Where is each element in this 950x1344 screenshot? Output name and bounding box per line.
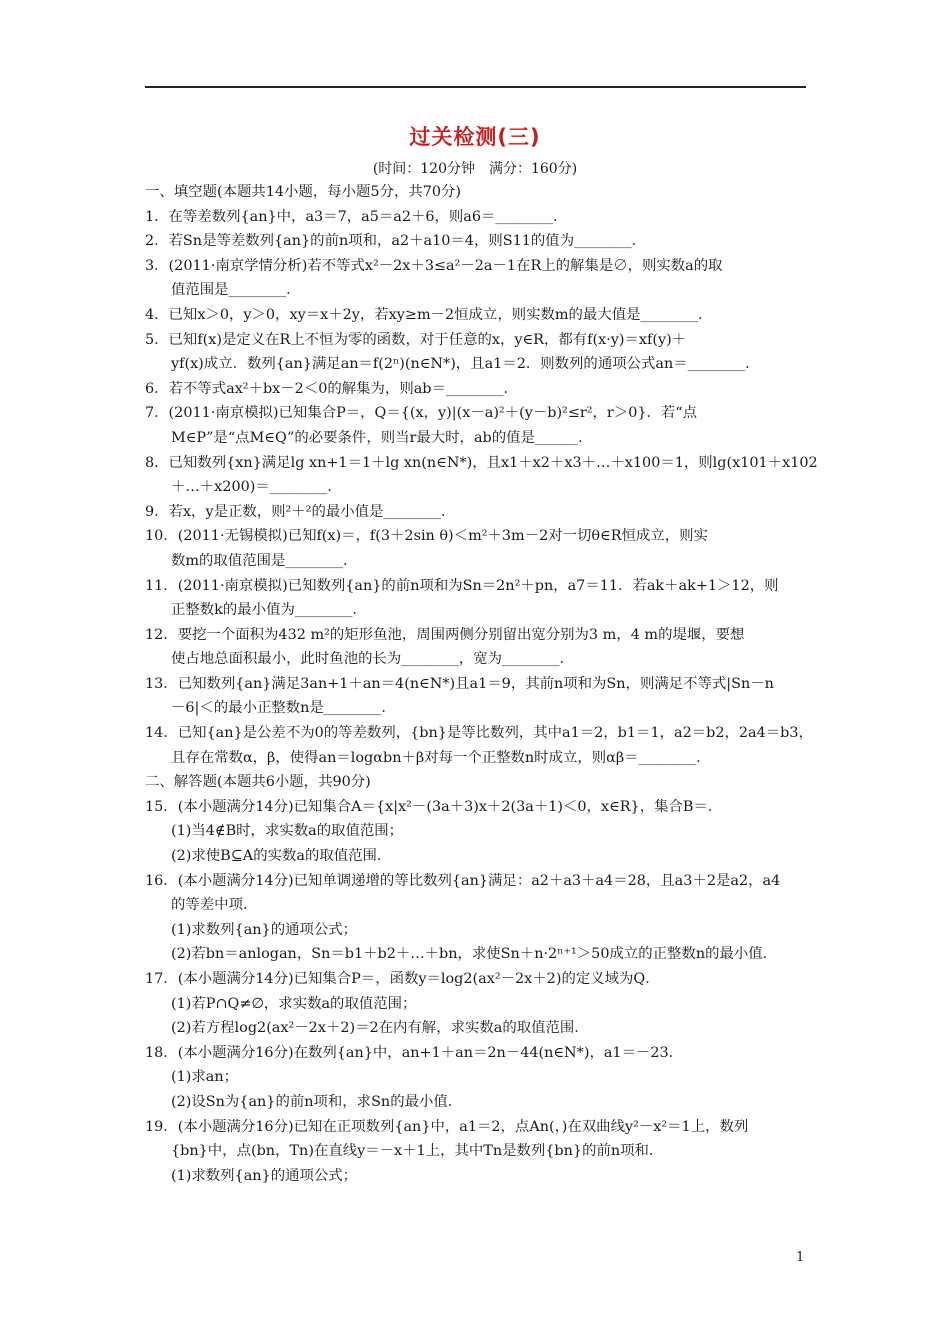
text-line: 5．已知f(x)是定义在R上不恒为零的函数，对于任意的x，y∈R，都有f(x·y)＝xf(y)＋ bbox=[145, 331, 687, 348]
text-line: 且存在常数α，β，使得an＝logαbn＋β对每一个正整数n时成立，则αβ＝________． bbox=[171, 749, 711, 766]
text-line: 4．已知x＞0，y＞0，xy＝x＋2y，若xy≥m－2恒成立，则实数m的最大值是________． bbox=[145, 306, 713, 323]
header-rule bbox=[145, 86, 806, 88]
text-line: 18．(本小题满分16分)在数列{an}中，an+1＋an＝2n－44(n∈N*)，a1＝－23． bbox=[145, 1044, 684, 1061]
text-line: 使占地总面积最小，此时鱼池的长为________，宽为________． bbox=[171, 651, 574, 668]
text-line: (2)求使B⊆A的实数a的取值范围． bbox=[171, 848, 392, 865]
text-line: (2)若bn＝anlogan，Sn＝b1＋b2＋…＋bn，求使Sn＋n·2ⁿ⁺¹＞50成立的正整数n的最小值． bbox=[171, 946, 778, 963]
text-line: 16．(本小题满分14分)已知单调递增的等比数列{an}满足：a2＋a3＋a4＝28，且a3＋2是a2，a4 bbox=[145, 872, 781, 889]
text-line: 17．(本小题满分14分)已知集合P＝，函数y＝log2(ax²－2x＋2)的定义域为Q． bbox=[145, 971, 660, 987]
text-line: 6．若不等式ax²＋bx－2＜0的解集为，则ab＝________． bbox=[145, 380, 518, 397]
text-line: 的等差中项． bbox=[171, 897, 258, 914]
text-line: 12．要挖一个面积为432 m²的矩形鱼池，周围两侧分别留出宽分别为3 m，4 m的堤堰，要想 bbox=[145, 626, 745, 643]
text-line: ＋…＋x200)＝________． bbox=[171, 479, 342, 496]
text-line: 14．已知{an}是公差不为0的等差数列，{bn}是等比数列，其中a1＝2，b1＝1，a2＝b2，2a4＝b3， bbox=[145, 725, 813, 742]
text-line: 8．已知数列{xn}满足lg xn+1＝1＋lg xn(n∈N*)，且x1＋x2＋x3＋…＋x100＝1，则lg(x101＋x102 bbox=[145, 454, 818, 471]
text-line: 19．(本小题满分16分)已知在正项数列{an}中，a1＝2，点An(，)在双曲线y²－x²＝1上，数列 bbox=[145, 1118, 749, 1135]
text-line: 11．(2011·南京模拟)已知数列{an}的前n项和为Sn＝2n²＋pn，a7＝11．若ak＋ak+1＞12，则 bbox=[145, 577, 779, 594]
text-line: (2)设Sn为{an}的前n项和，求Sn的最小值． bbox=[171, 1093, 463, 1110]
text-line: yf(x)成立．数列{an}满足an＝f(2ⁿ)(n∈N*)，且a1＝2．则数列的通项公式an＝________． bbox=[171, 356, 760, 373]
text-line: M∈P”是“点M∈Q”的必要条件，则当r最大时，ab的值是______． bbox=[171, 429, 593, 446]
text-line: 二、解答题(本题共6小题，共90分) bbox=[145, 774, 371, 791]
text-line: 15．(本小题满分14分)已知集合A＝{x|x²－(3a＋3)x＋2(3a＋1)＜0，x∈R}，集合B＝． bbox=[145, 798, 723, 815]
text-line: (1)求数列{an}的通项公式； bbox=[171, 1167, 358, 1184]
text-line: 数m的取值范围是________． bbox=[171, 552, 358, 569]
text-line: (1)求an； bbox=[171, 1069, 239, 1086]
text-line: 9．若x，y是正数，则²＋²的最小值是________． bbox=[145, 503, 456, 520]
page-title: 过关检测(三) bbox=[409, 125, 541, 149]
text-line: 13．已知数列{an}满足3an+1＋an＝4(n∈N*)且a1＝9，其前n项和为Sn，则满足不等式|Sn－n bbox=[145, 675, 774, 692]
text-line: (1)求数列{an}的通项公式； bbox=[171, 921, 358, 938]
text-line: {bn}中，点(bn，Tn)在直线y＝－x＋1上，其中Tn是数列{bn}的前n项和． bbox=[171, 1143, 664, 1160]
text-line: 10．(2011·无锡模拟)已知f(x)＝，f(3＋2sin θ)＜m²＋3m－2对一切θ∈R恒成立，则实 bbox=[145, 528, 708, 545]
text-line: (1)若P∩Q≠∅，求实数a的取值范围； bbox=[171, 995, 417, 1012]
text-line: 1．在等差数列{an}中，a3＝7，a5＝a2＋6，则a6＝________． bbox=[145, 208, 568, 225]
text-line: 3．(2011·南京学情分析)若不等式x²－2x＋3≤a²－2a－1在R上的解集是∅，则实数a的取 bbox=[145, 257, 723, 274]
text-line: 一、填空题(本题共14小题，每小题5分，共70分) bbox=[145, 184, 462, 200]
text-line: (2)若方程log2(ax²－2x＋2)＝2在内有解，求实数a的取值范围． bbox=[171, 1020, 589, 1037]
text-line: 正整数k的最小值为________． bbox=[171, 602, 367, 619]
text-line: 7．(2011·南京模拟)已知集合P＝，Q＝{(x，y)|(x－a)²＋(y－b)²≤r²，r＞0}．若“点 bbox=[145, 405, 698, 422]
text-line: 2．若Sn是等差数列{an}的前n项和，a2＋a10＝4，则S11的值为________． bbox=[145, 233, 647, 250]
text-line: －6|＜的最小正整数n是________． bbox=[171, 700, 396, 717]
question-list bbox=[145, 180, 818, 1188]
text-line: 值范围是________． bbox=[171, 282, 301, 299]
text-line: (1)当4∉B时，求实数a的取值范围； bbox=[171, 823, 404, 840]
page-number: 1 bbox=[796, 1250, 805, 1265]
exam-info: (时间：120分钟 满分：160分) bbox=[372, 161, 578, 177]
